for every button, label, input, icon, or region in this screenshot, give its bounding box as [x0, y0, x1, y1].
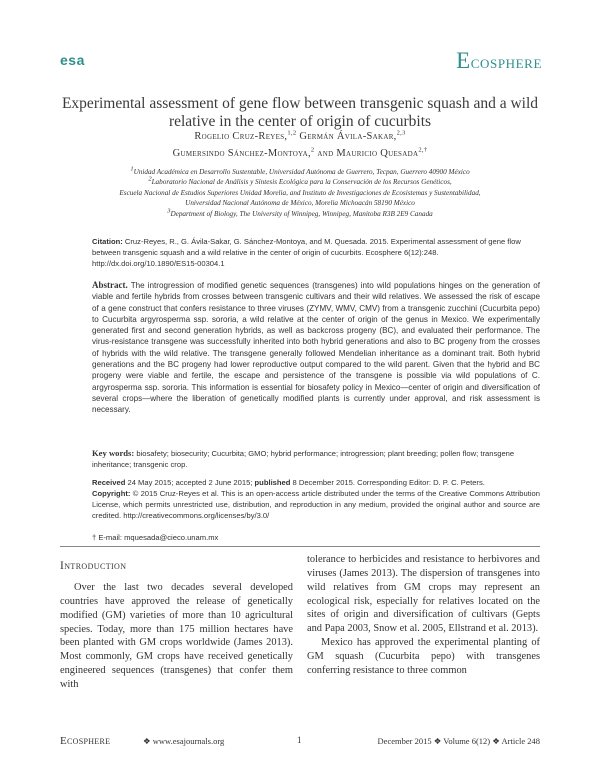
journal-initial: E [456, 48, 471, 73]
abstract-label: Abstract. [92, 280, 128, 290]
article-dates [92, 477, 540, 521]
author-affiliation-mark: 2,† [418, 146, 428, 154]
copyright-label: Copyright: [92, 489, 131, 498]
email-label: † E-mail: [92, 533, 122, 542]
abstract-text: The introgression of modified genetic sequences (transgenes) into wild populations hinges on the generation of viable and fertile hybrids from crosses between transgenic cultivars and their wild relatives. We assessed the risk of escape of a gene construct that confers resistance to three viruses (ZYMV, WMV, CMV) from a transgenic zucchini (Cucurbita pepo) to Cucurbita argyrosperma ssp. sororia, a wild relative at the center of origin of the genus in Mexico. We experimentally generated first and second generation hybrids, as well as backcross progeny (BC), and evaluated their performance. The virus-resistance transgene was successfully inherited into both hybrid generations and also to BC progeny from the crosses of hybrids with the wild relative. The transgene generally followed Mendelian inheritance as a dominant trait. Both hybrid generations and the BC progeny had lower reproductive output compared to the wild parent. Given that the hybrid and BC progeny were viable and fertile, the escape and persistence of the transgene is possible via wild populations of C. argyrosperma ssp. sororia. This information is essential for biosafety policy in Mexico—center of origin and diversification of several crops—where the liberation of genetically modified plants is currently under approval, and risk assessment is necessary. [92, 281, 540, 415]
journal-name [456, 48, 542, 74]
received-label: Received [92, 478, 126, 487]
received-text: 24 May 2015; accepted 2 June 2015; [125, 478, 255, 487]
affiliation-line [80, 177, 520, 187]
keywords-text: biosafety; biosecurity; Cucurbita; GMO; hybrid performance; introgression; plant breeding; pollen flow; transgene inheritance; transgenic crop. [92, 449, 515, 469]
corresponding-email [92, 533, 218, 542]
affiliation-text: Unidad Académica en Desarrollo Sustentable, Universidad Autónoma de Guerrero, Tecpan, Guerrero 40900 México [133, 168, 470, 176]
article-title: Experimental assessment of gene flow between transgenic squash and a wild relative in the center of origin of cucurbits [61, 95, 539, 130]
affiliation-text: Universidad Nacional Autónoma de México, Morelia Michoacán 58190 México [185, 199, 415, 208]
affiliation-line [80, 167, 520, 177]
affiliations [80, 167, 520, 219]
abstract [92, 280, 540, 416]
paragraph: tolerance to herbicides and resistance to herbivores and viruses (James 2013). The dispersion of transgenes into wild relatives from GM crops may represent an ecological risk, especially for relatives located on the sites of origin and diversification of cultivars (Gepts and Papa 2003, Snow et al. 2005, Ellstrand et al. 2013). [307, 554, 540, 635]
introduction-heading: Introduction [60, 560, 127, 572]
author-line-1 [60, 131, 540, 142]
affiliation-number: 2 [148, 176, 152, 184]
footer-issue-info: December 2015 ❖ Volume 6(12) ❖ Article 248 [377, 736, 540, 746]
affiliation-text: Escuela Nacional de Estudios Superiores Unidad Morelia, and Instituto de Investigaciones de Ecosistemas y Sustentabilidad, [119, 188, 481, 197]
affiliation-line [80, 198, 520, 208]
footer-url[interactable]: ❖ www.esajournals.org [143, 736, 225, 746]
copyright-text: © 2015 Cruz-Reyes et al. This is an open-access article distributed under the terms of the Creative Commons Attribution License, which permits unrestricted use, distribution, and reproduction in any medium, provided the original author and source are credited. http://creativecommons.org/licenses/by/3.0/ [92, 489, 540, 520]
journal-rest: cosphere [470, 52, 542, 73]
affiliation-line [80, 209, 520, 219]
citation [92, 236, 542, 269]
published-text: 8 December 2015. Corresponding Editor: D. P. C. Peters. [290, 478, 485, 487]
citation-text: Cruz-Reyes, R., G. Ávila-Sakar, G. Sánchez-Montoya, and M. Quesada. 2015. Experimental assessment of gene flow between transgenic squash and a wild relative in the center of origin of cucurbits. Ecosphere 6(12):248. http://dx.doi.org/10.1890/ES15-00304.1 [92, 237, 521, 268]
author-affiliation-mark: 2 [310, 146, 315, 154]
affiliation-text: Laboratorio Nacional de Análisis y Síntesis Ecológica para la Conservación de los Recursos Genéticos, [151, 178, 452, 187]
affiliation-number: 1 [130, 165, 134, 173]
page-number: 1 [297, 735, 302, 745]
affiliation-number: 3 [167, 207, 171, 215]
author-name: Germán Ávila-Sakar, [296, 131, 397, 142]
keywords-label: Key words: [92, 448, 135, 458]
email-address[interactable]: mquesada@cieco.unam.mx [121, 533, 219, 542]
author-name: Gumersindo Sánchez-Montoya, [172, 148, 311, 159]
footer-journal-name: Ecosphere [60, 735, 111, 747]
introduction-right-column [307, 553, 540, 678]
keywords [92, 448, 540, 470]
esa-logo: esa [60, 52, 85, 68]
author-conjunction: and [314, 148, 337, 159]
citation-label: Citation: [92, 237, 123, 246]
affiliation-text: Department of Biology, The University of Winnipeg, Winnipeg, Manitoba R3B 2E9 Canada [170, 209, 433, 218]
author-line-2 [60, 148, 540, 159]
author-name: Rogelio Cruz-Reyes, [194, 131, 288, 142]
published-label: published [254, 478, 291, 487]
introduction-left-column: Over the last two decades several developed countries have approved the release of genetically modified (GM) varieties of more than 10 agricultural species. Today, more than 175 million hectares have been planted with GM crops worldwide (James 2013). Most commonly, GM crops have received genetically engineered sequences (transgenes) that confer them with [60, 582, 293, 690]
author-name: Mauricio Quesada [336, 148, 419, 159]
paragraph: Mexico has approved the experimental planting of GM squash (Cucurbita pepo) with transgenes conferring resistance to three common [307, 637, 540, 676]
affiliation-line [80, 188, 520, 198]
author-affiliation-mark: 1,2 [287, 129, 297, 137]
author-affiliation-mark: 2,3 [396, 129, 406, 137]
section-divider [60, 546, 540, 547]
